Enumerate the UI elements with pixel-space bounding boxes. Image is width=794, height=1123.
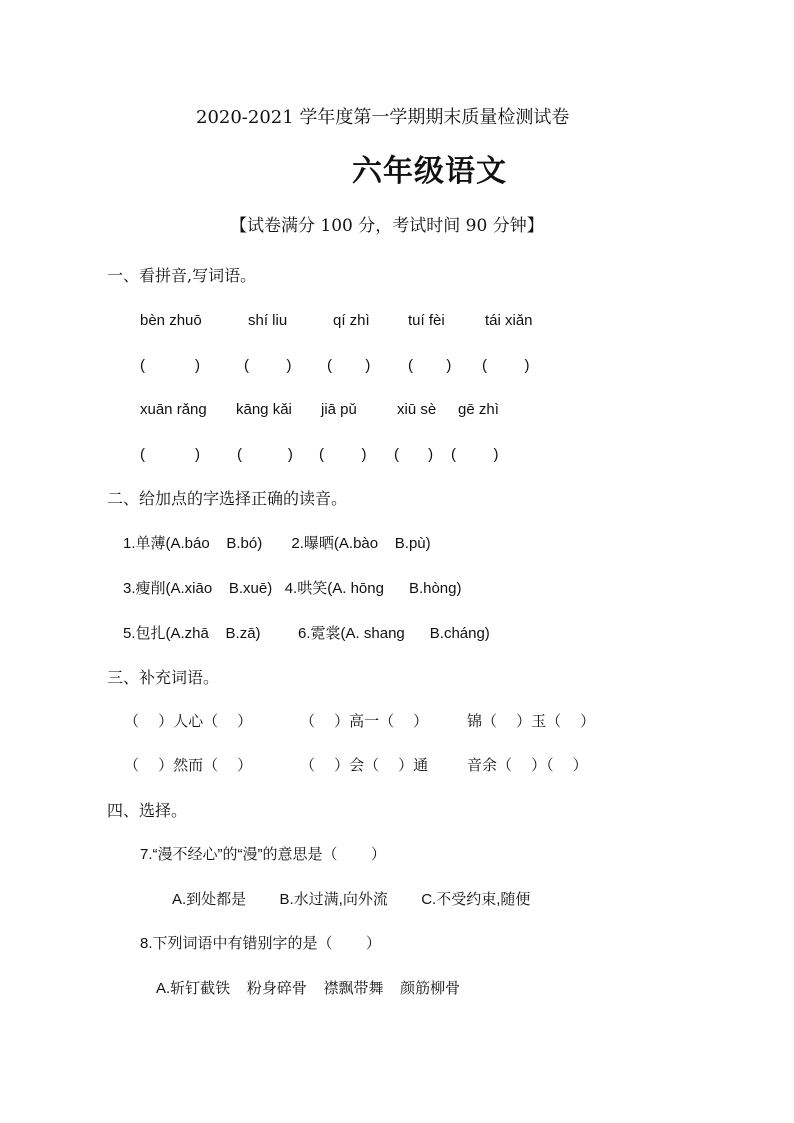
section-4-heading: 四、选择。: [107, 801, 188, 820]
pinyin-item: qí zhì: [333, 312, 370, 329]
question-8: 8.下列词语中有错别字的是（ ）: [140, 935, 381, 952]
answer-blank[interactable]: ( ): [140, 357, 200, 374]
pinyin-item: xiū sè: [397, 401, 437, 418]
question-8-options[interactable]: A.斩钉截铁 粉身碎骨 襟飘带舞 颜筋柳骨: [156, 980, 461, 997]
answer-blank[interactable]: ( ): [237, 446, 293, 463]
exam-info: 【试卷满分 100 分，考试时间 90 分钟】: [230, 216, 544, 236]
pinyin-item: bèn zhuō: [140, 312, 202, 329]
idiom-blank[interactable]: （ ）会（ ）通: [300, 756, 429, 774]
exam-subtitle: 2020-2021 学年度第一学期期末质量检测试卷: [196, 107, 570, 128]
question-7-options[interactable]: A.到处都是 B.水过满,向外流 C.不受约束,随便: [172, 891, 531, 908]
pinyin-item: kāng kǎi: [236, 401, 292, 418]
reading-question: 3.瘦削(A.xiāo B.xuē) 4.哄笑(A. hōng B.hòng): [123, 580, 462, 597]
idiom-blank[interactable]: 音余（ ）（ ）: [467, 756, 588, 774]
idiom-blank[interactable]: （ ）高一（ ）: [300, 712, 429, 730]
answer-blank[interactable]: ( ): [140, 446, 200, 463]
reading-question: 1.单薄(A.báo B.bó) 2.曝晒(A.bào B.pù): [123, 535, 431, 552]
pinyin-item: tuí fèi: [408, 312, 445, 329]
section-1-heading: 一、看拼音,写词语。: [107, 266, 257, 285]
answer-blank[interactable]: ( ): [451, 446, 499, 463]
idiom-blank[interactable]: 锦（ ）玉（ ）: [467, 712, 596, 730]
reading-question: 5.包扎(A.zhā B.zā) 6.霓裳(A. shang B.cháng): [123, 625, 490, 642]
pinyin-item: xuān rǎng: [140, 401, 207, 418]
answer-blank[interactable]: ( ): [394, 446, 434, 463]
section-2-heading: 二、给加点的字选择正确的读音。: [107, 489, 348, 508]
pinyin-item: gē zhì: [458, 401, 499, 418]
idiom-blank[interactable]: （ ）人心（ ）: [124, 712, 253, 730]
question-7: 7.“漫不经心”的“漫”的意思是（ ）: [140, 846, 386, 863]
answer-blank[interactable]: ( ): [482, 357, 530, 374]
section-3-heading: 三、补充词语。: [107, 668, 220, 687]
page-title: 六年级语文: [352, 154, 507, 189]
pinyin-item: shí liu: [248, 312, 288, 329]
answer-blank[interactable]: ( ): [244, 357, 292, 374]
answer-blank[interactable]: ( ): [327, 357, 371, 374]
pinyin-item: jiā pǔ: [321, 401, 357, 418]
pinyin-item: tái xiǎn: [485, 312, 533, 329]
answer-blank[interactable]: ( ): [408, 357, 452, 374]
answer-blank[interactable]: ( ): [319, 446, 367, 463]
idiom-blank[interactable]: （ ）然而（ ）: [124, 756, 253, 774]
